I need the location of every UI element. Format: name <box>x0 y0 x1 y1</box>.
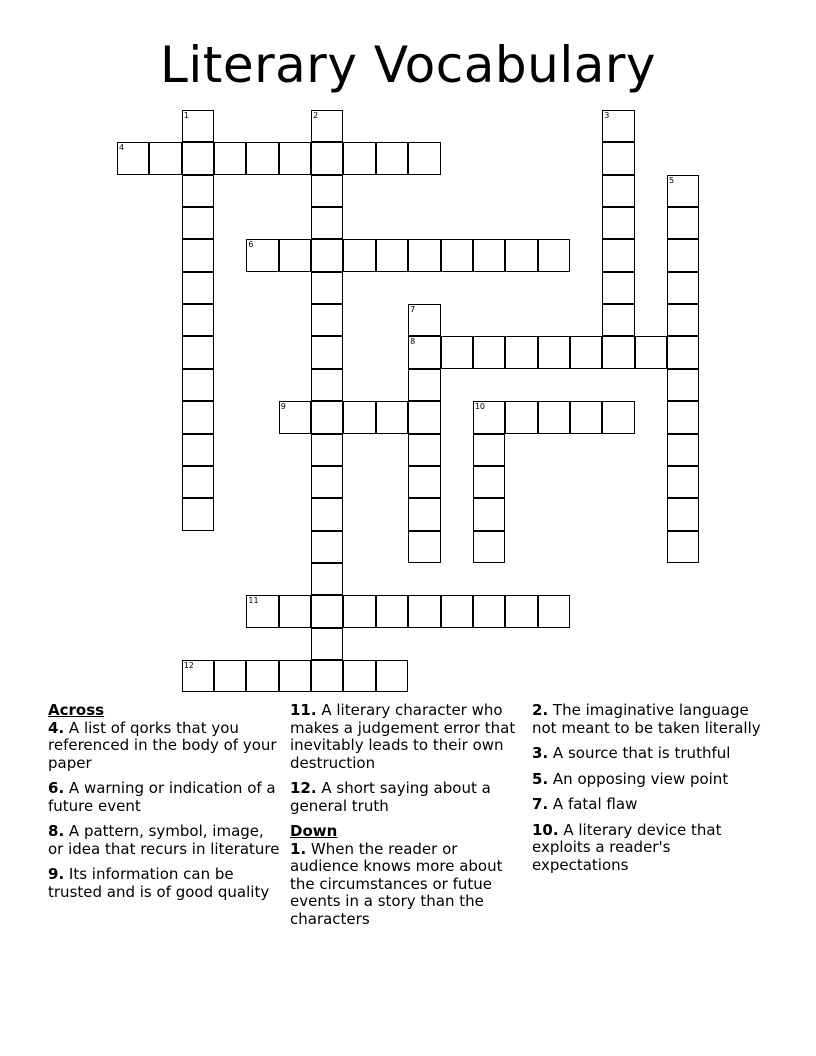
grid-cell[interactable] <box>311 110 343 142</box>
grid-cell[interactable] <box>182 272 214 304</box>
grid-cell[interactable] <box>667 531 699 563</box>
grid-cell[interactable] <box>246 239 278 271</box>
cell-number: 8 <box>410 337 416 347</box>
grid-cell[interactable] <box>408 142 440 174</box>
grid-cell[interactable] <box>408 401 440 433</box>
clues-column-3 <box>532 702 764 882</box>
grid-cell[interactable] <box>667 434 699 466</box>
grid-cell[interactable] <box>182 336 214 368</box>
grid-cell[interactable] <box>343 142 375 174</box>
grid-cell[interactable] <box>602 175 634 207</box>
grid-cell[interactable] <box>602 272 634 304</box>
grid-cell[interactable] <box>473 239 505 271</box>
clue-number: 2 <box>532 701 543 719</box>
grid-cell[interactable] <box>667 239 699 271</box>
across-clue: 12. A short saying about a general truth <box>290 779 491 815</box>
clue-text: A source that is truthful <box>552 744 731 762</box>
cell-number: 6 <box>248 240 254 250</box>
down-clue: 5. An opposing view point <box>532 769 729 788</box>
clue-text: The imaginative language not meant to be taken literally <box>532 701 761 737</box>
grid-cell[interactable] <box>311 239 343 271</box>
clue-text: A literary device that exploits a reader's expectations <box>532 820 722 874</box>
clue-number: 4 <box>48 718 59 737</box>
cell-number: 9 <box>280 402 286 412</box>
grid-cell[interactable] <box>246 660 278 692</box>
grid-cell[interactable] <box>667 401 699 433</box>
clue-number: 6 <box>48 779 59 797</box>
across-clue: 8. A pattern, symbol, image, or idea that recurs in literature <box>48 822 280 858</box>
across-clue: 6. A warning or indication of a future event <box>48 779 276 815</box>
grid-cell[interactable] <box>182 466 214 498</box>
grid-cell[interactable] <box>182 110 214 142</box>
clue-number: 8 <box>48 822 59 840</box>
clue-text: When the reader or audience knows more about the circumstances or futue events in a story than the characters <box>290 839 503 928</box>
down-clue: 1. When the reader or audience knows more about the circumstances or futue events in a story than the characters <box>290 839 503 928</box>
grid-cell[interactable] <box>343 660 375 692</box>
grid-cell[interactable] <box>311 531 343 563</box>
cell-number: 2 <box>313 111 319 120</box>
grid-cell[interactable] <box>667 336 699 368</box>
cell-number: 4 <box>119 143 125 153</box>
clue-text: A short saying about a general truth <box>290 779 491 815</box>
across-clue: 9. Its information can be trusted and is of good quality <box>48 865 270 901</box>
grid-cell[interactable] <box>408 595 440 627</box>
grid-cell[interactable] <box>311 401 343 433</box>
down-clue: 3. A source that is truthful <box>532 744 731 762</box>
grid-cell[interactable] <box>667 175 699 207</box>
cell-number: 7 <box>410 305 416 315</box>
grid-cell[interactable] <box>602 207 634 239</box>
grid-cell[interactable] <box>602 142 634 174</box>
clue-text: Its information can be trusted and is of good quality <box>48 865 270 901</box>
grid-cell[interactable] <box>279 401 311 433</box>
down-heading: Down <box>290 822 338 840</box>
puzzle-title: Literary Vocabulary <box>160 36 656 94</box>
grid-cell[interactable] <box>408 531 440 563</box>
grid-cell[interactable] <box>538 401 570 433</box>
across-clue: 4. A list of qorks that you referenced in the body of your paper <box>48 718 277 772</box>
cell-number: 3 <box>604 111 610 120</box>
grid-cell[interactable] <box>602 304 634 336</box>
grid-cell[interactable] <box>635 336 667 368</box>
grid-cell[interactable] <box>602 239 634 271</box>
grid-cell[interactable] <box>246 595 278 627</box>
grid-cell[interactable] <box>408 336 440 368</box>
grid-cell[interactable] <box>311 498 343 530</box>
grid-cell[interactable] <box>182 401 214 433</box>
down-clue: 10. A literary device that exploits a reader's expectations <box>532 820 722 874</box>
clue-text: An opposing view point <box>552 769 729 788</box>
grid-cell[interactable] <box>505 336 537 368</box>
across-heading: Across <box>48 701 105 719</box>
clues-column-2 <box>290 702 522 936</box>
grid-cell[interactable] <box>408 498 440 530</box>
clue-text: A list of qorks that you referenced in the body of your paper <box>48 718 277 772</box>
clue-number: 11 <box>290 701 311 719</box>
grid-cell[interactable] <box>214 660 246 692</box>
grid-cell[interactable] <box>441 239 473 271</box>
clue-number: 12 <box>290 779 311 797</box>
grid-cell[interactable] <box>279 142 311 174</box>
grid-cell[interactable] <box>505 595 537 627</box>
clue-number: 1 <box>290 839 301 858</box>
grid-cell[interactable] <box>376 401 408 433</box>
grid-cell[interactable] <box>473 434 505 466</box>
grid-cell[interactable] <box>182 142 214 174</box>
grid-cell[interactable] <box>182 369 214 401</box>
grid-cell[interactable] <box>311 595 343 627</box>
grid-cell[interactable] <box>441 336 473 368</box>
grid-cell[interactable] <box>570 336 602 368</box>
grid-cell[interactable] <box>408 369 440 401</box>
clue-number: 5 <box>532 769 543 788</box>
grid-cell[interactable] <box>117 142 149 174</box>
grid-cell[interactable] <box>667 466 699 498</box>
grid-cell[interactable] <box>667 272 699 304</box>
down-clue: 7. A fatal flaw <box>532 795 638 813</box>
grid-cell[interactable] <box>343 595 375 627</box>
grid-cell[interactable] <box>602 110 634 142</box>
grid-cell[interactable] <box>376 660 408 692</box>
grid-cell[interactable] <box>182 660 214 692</box>
grid-cell[interactable] <box>473 531 505 563</box>
cell-number: 11 <box>248 596 259 606</box>
grid-cell[interactable] <box>279 239 311 271</box>
grid-cell[interactable] <box>602 401 634 433</box>
grid-cell[interactable] <box>182 434 214 466</box>
grid-cell[interactable] <box>182 175 214 207</box>
grid-cell[interactable] <box>408 434 440 466</box>
grid-cell[interactable] <box>473 401 505 433</box>
clue-number: 7 <box>532 795 543 813</box>
grid-cell[interactable] <box>311 563 343 595</box>
grid-cell[interactable] <box>311 207 343 239</box>
grid-cell[interactable] <box>473 595 505 627</box>
grid-cell[interactable] <box>343 239 375 271</box>
grid-cell[interactable] <box>311 434 343 466</box>
grid-cell[interactable] <box>311 304 343 336</box>
grid-cell[interactable] <box>408 466 440 498</box>
clue-text: A warning or indication of a future event <box>48 779 276 815</box>
grid-cell[interactable] <box>473 466 505 498</box>
grid-cell[interactable] <box>538 595 570 627</box>
grid-cell[interactable] <box>311 628 343 660</box>
grid-cell[interactable] <box>538 239 570 271</box>
cell-number: 10 <box>474 402 486 412</box>
grid-cell[interactable] <box>667 369 699 401</box>
down-clue: 2. The imaginative language not meant to be taken literally <box>532 701 761 737</box>
grid-cell[interactable] <box>214 142 246 174</box>
clues-column-1 <box>48 702 280 909</box>
grid-cell[interactable] <box>667 498 699 530</box>
grid-cell[interactable] <box>667 207 699 239</box>
grid-cell[interactable] <box>376 142 408 174</box>
cell-number: 1 <box>183 111 189 120</box>
grid-cell[interactable] <box>182 239 214 271</box>
clue-number: 9 <box>48 865 59 883</box>
cell-number: 12 <box>183 660 194 670</box>
clue-text: A pattern, symbol, image, or idea that recurs in literature <box>48 822 280 858</box>
grid-cell[interactable] <box>311 336 343 368</box>
grid-cell[interactable] <box>311 175 343 207</box>
grid-cell[interactable] <box>376 595 408 627</box>
grid-cell[interactable] <box>570 401 602 433</box>
grid-cell[interactable] <box>376 239 408 271</box>
grid-cell[interactable] <box>343 401 375 433</box>
grid-cell[interactable] <box>311 272 343 304</box>
grid-cell[interactable] <box>505 239 537 271</box>
grid-cell[interactable] <box>311 466 343 498</box>
clue-text: A literary character who makes a judgement error that inevitably leads to their own destruction <box>290 701 516 772</box>
grid-cell[interactable] <box>473 336 505 368</box>
grid-cell[interactable] <box>441 595 473 627</box>
grid-cell[interactable] <box>279 660 311 692</box>
grid-cell[interactable] <box>667 304 699 336</box>
grid-cell[interactable] <box>311 660 343 692</box>
grid-cell[interactable] <box>408 239 440 271</box>
grid-cell[interactable] <box>149 142 181 174</box>
grid-cell[interactable] <box>182 304 214 336</box>
clue-number: 10 <box>532 820 553 839</box>
across-clue: 11. A literary character who makes a judgement error that inevitably leads to their own destruction <box>290 701 516 772</box>
grid-cell[interactable] <box>182 207 214 239</box>
grid-cell[interactable] <box>311 142 343 174</box>
grid-cell[interactable] <box>246 142 278 174</box>
grid-cell[interactable] <box>408 304 440 336</box>
grid-cell[interactable] <box>473 498 505 530</box>
grid-cell[interactable] <box>311 369 343 401</box>
clue-text: A fatal flaw <box>552 795 638 813</box>
grid-cell[interactable] <box>505 401 537 433</box>
clue-number: 3 <box>532 744 543 762</box>
grid-cell[interactable] <box>538 336 570 368</box>
grid-cell[interactable] <box>279 595 311 627</box>
cell-number: 5 <box>668 175 675 185</box>
grid-cell[interactable] <box>602 336 634 368</box>
grid-cell[interactable] <box>182 498 214 530</box>
